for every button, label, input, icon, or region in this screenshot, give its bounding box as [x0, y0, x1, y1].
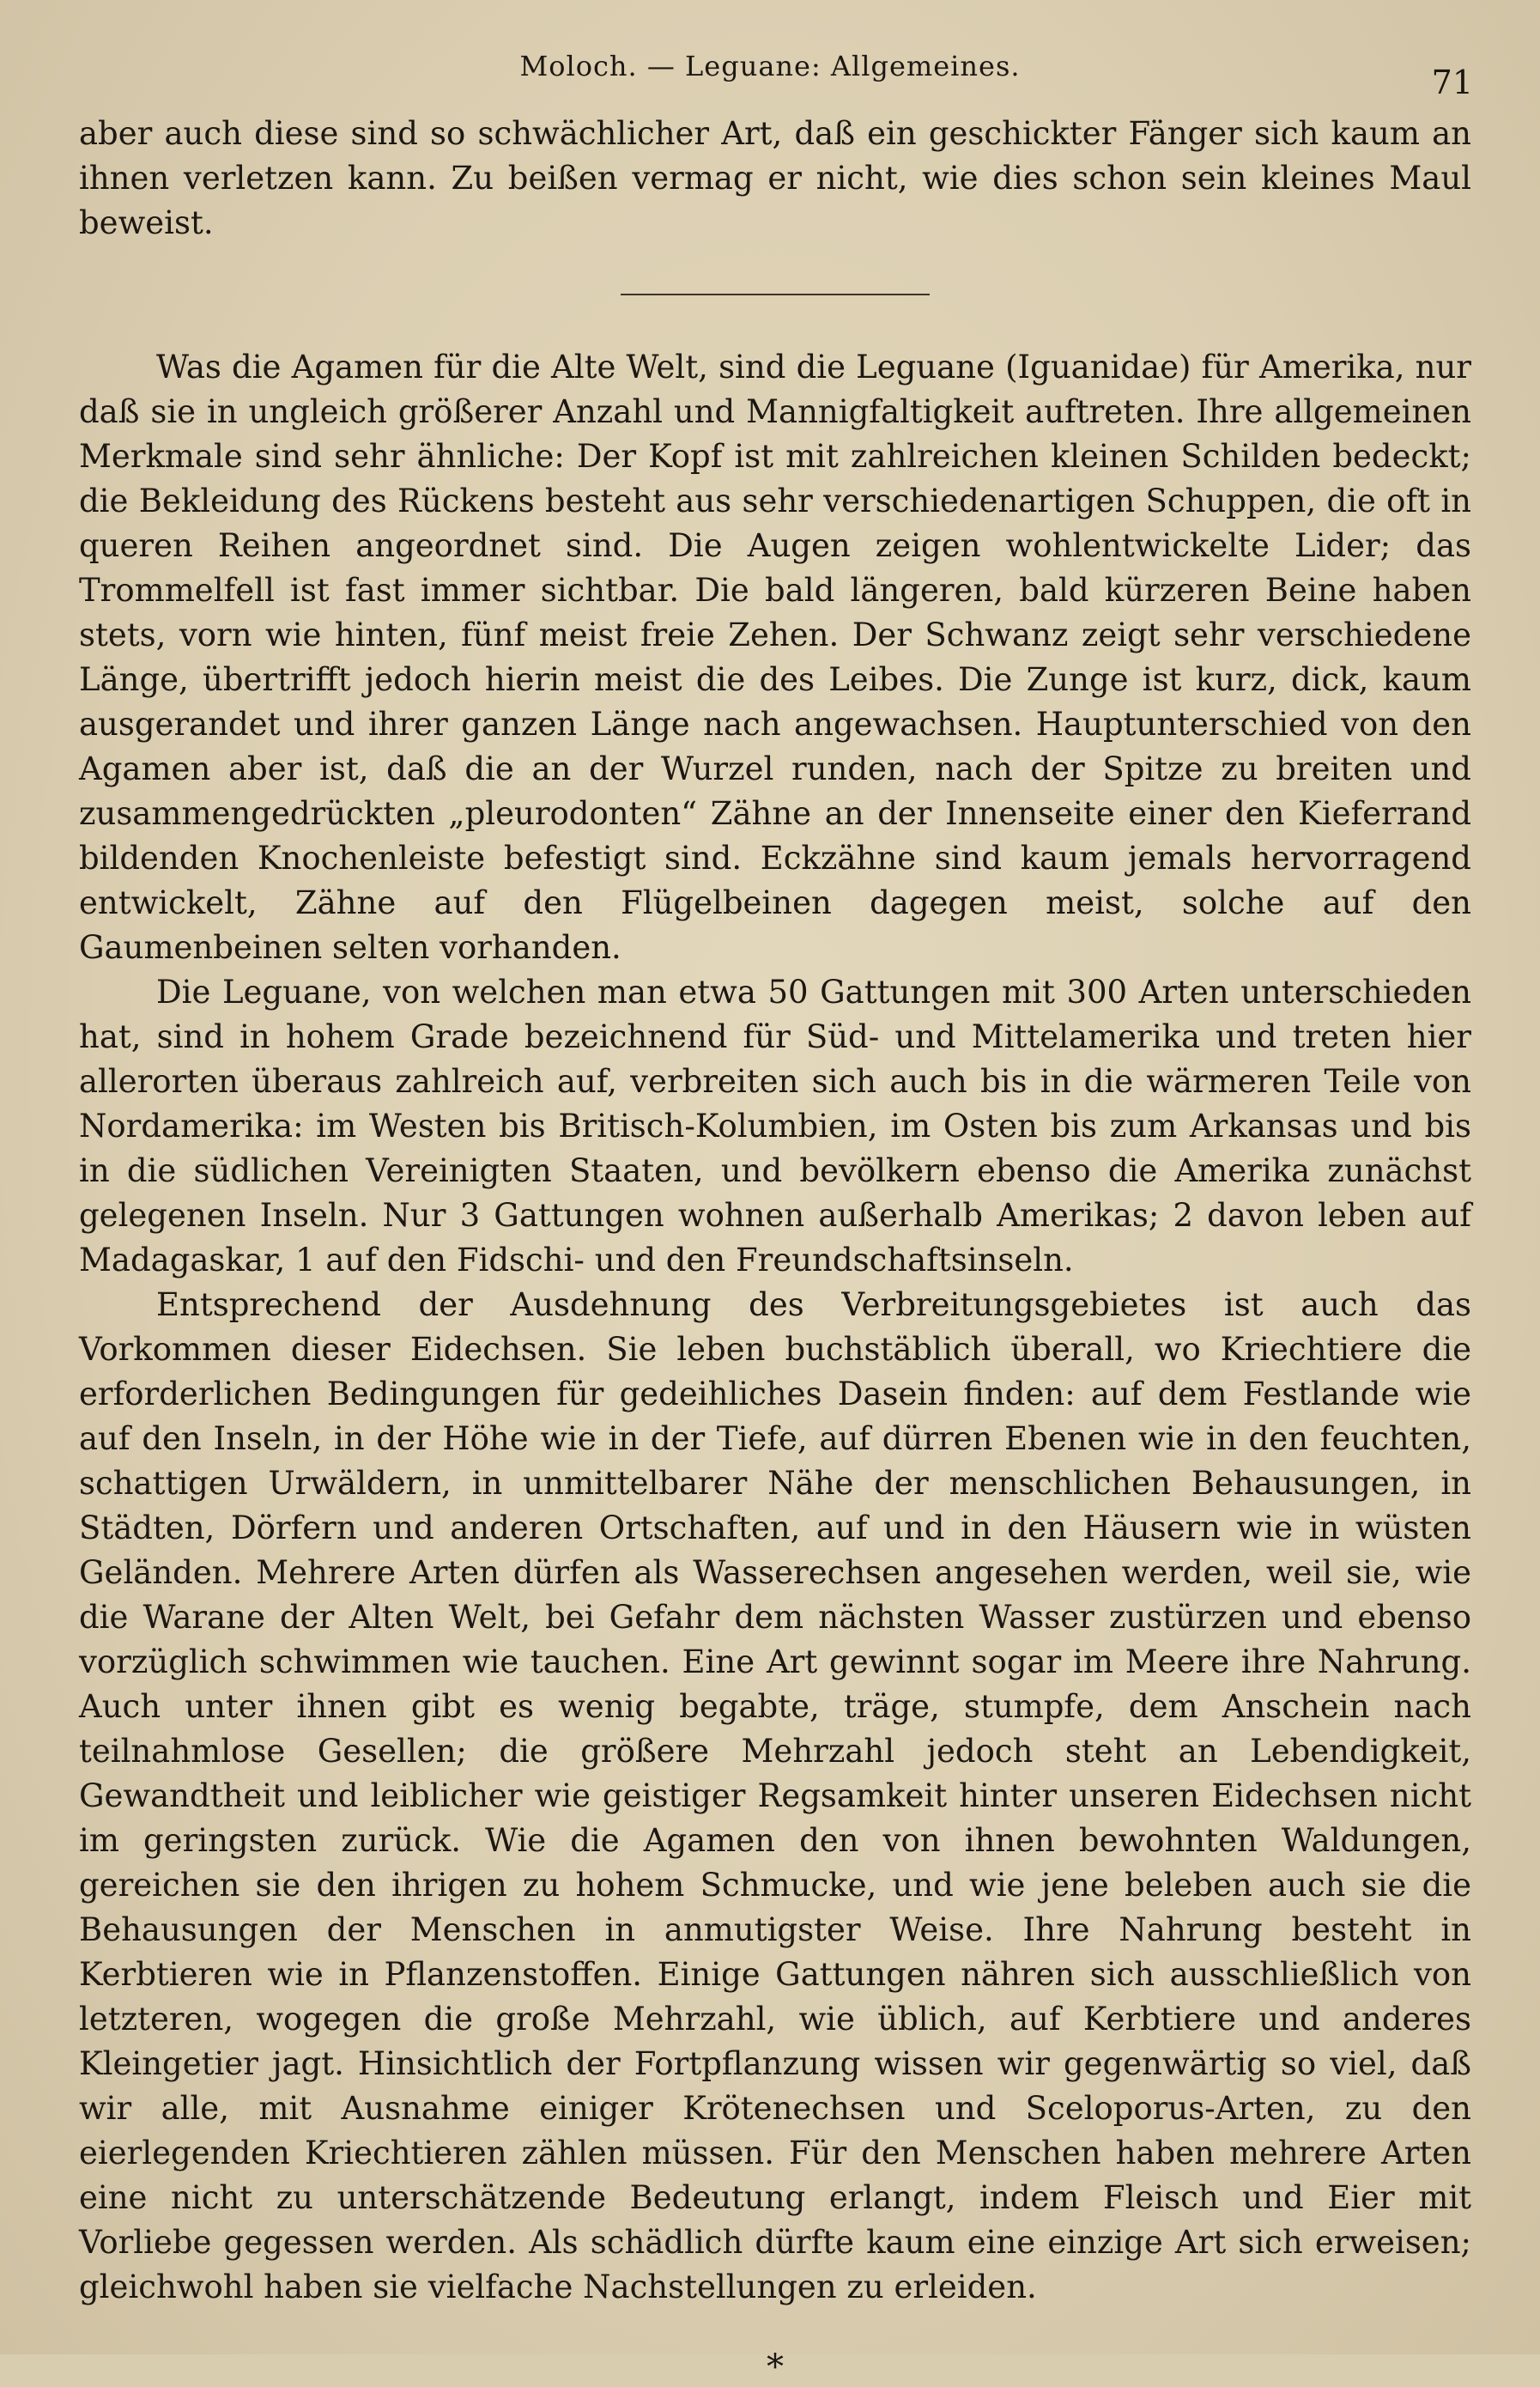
paragraph-leguane-distribution: Die Leguane, von welchen man etwa 50 Gattungen mit 300 Arten unterschieden hat, sind in hohem Grade bezeichnend für Süd- und Mittelamerika und treten hier allerorten überaus zahlreich auf, verbreiten sich auch bis in die wärmeren Teile von Nordamerika: im Westen bis Britisch-Kolumbien, im Osten bis zum Arkansas und bis in die südlichen Vereinigten Staaten, und bevölkern ebenso die Amerika zunächst gelegenen Inseln. Nur 3 Gattungen wohnen außerhalb Amerikas; 2 davon leben auf Madagaskar, 1 auf den Fidschi- und den Freundschaftsinseln.: [79, 974, 1471, 1279]
intro-paragraph: aber auch diese sind so schwächlicher Art, daß ein geschickter Fänger sich kaum an ihnen verletzen kann. Zu beißen vermag er nicht, wie dies schon sein kleines Maul beweist.: [79, 115, 1471, 241]
paragraph-leguane-habitat: Entsprechend der Ausdehnung des Verbreitungsgebietes ist auch das Vorkommen dieser Eidechsen. Sie leben buchstäblich überall, wo Kriechtiere die erforderlichen Bedingungen für gedeihliches Dasein finden: auf dem Festlande wie auf den Inseln, in der Höhe wie in der Tiefe, auf dürren Ebenen wie in den feuchten, schattigen Urwäldern, in unmittelbarer Nähe der menschlichen Behausungen, in Städten, Dörfern und anderen Ortschaften, auf und in den Häusern wie in wüsten Geländen. Mehrere Arten dürfen als Wasserechsen angesehen werden, weil sie, wie die Warane der Alten Welt, bei Gefahr dem nächsten Wasser zustürzen und ebenso vorzüglich schwimmen wie tauchen. Eine Art gewinnt sogar im Meere ihre Nahrung. Auch unter ihnen gibt es wenig begabte, träge, stumpfe, dem Anschein nach teilnahmlose Gesellen; die größere Mehrzahl jedoch steht an Lebendigkeit, Gewandtheit und leiblicher wie geistiger Regsamkeit hinter unseren Eidechsen nicht im geringsten zurück. Wie die Agamen den von ihnen bewohnten Waldungen, gereichen sie den ihrigen zu hohem Schmucke, und wie jene beleben auch sie die Behausungen der Menschen in anmutigster Weise. Ihre Nahrung besteht in Kerbtieren wie in Pflanzenstoffen. Einige Gattungen nähren sich ausschließlich von letzteren, wogegen die große Mehrzahl, wie üblich, auf Kerbtiere und anderes Kleingetier jagt. Hinsichtlich der Fortpflanzung wissen wir gegenwärtig so viel, daß wir alle, mit Ausnahme einiger Krötenechsen und Sceloporus-Arten, zu den eierlegenden Kriechtieren zählen müssen. Für den Menschen haben mehrere Arten eine nicht zu unterschätzende Bedeutung erlangt, indem Fleisch und Eier mit Vorliebe gegessen werden. Als schädlich dürfte kaum eine einzige Art sich erweisen; gleichwohl haben sie vielfache Nachstellungen zu erleiden.: [79, 1286, 1471, 2305]
paragraph-leguane-definition: Was die Agamen für die Alte Welt, sind die Leguane (Iguanidae) für Amerika, nur daß sie in ungleich größerer Anzahl und Mannigfaltigkeit auftreten. Ihre allgemeinen Merkmale sind sehr ähnliche: Der Kopf ist mit zahlreichen kleinen Schilden bedeckt; die Bekleidung des Rückens besteht aus sehr verschiedenartigen Schuppen, die oft in queren Reihen angeordnet sind. Die Augen zeigen wohlentwickelte Lider; das Trommelfell ist fast immer sichtbar. Die bald längeren, bald kürzeren Beine haben stets, vorn wie hinten, fünf meist freie Zehen. Der Schwanz zeigt sehr verschiedene Länge, übertrifft jedoch hierin meist die des Leibes. Die Zunge ist kurz, dick, kaum ausgerandet und ihrer ganzen Länge nach angewachsen. Hauptunterschied von den Agamen aber ist, daß die an der Wurzel runden, nach der Spitze zu breiten und zusammengedrückten „pleurodonten“ Zähne an der Innenseite einer den Kieferrand bildenden Knochenleiste befestigt sind. Eckzähne sind kaum jemals hervorragend entwickelt, Zähne auf den Flügelbeinen dagegen meist, solche auf den Gaumenbeinen selten vorhanden.: [79, 349, 1471, 966]
section-end-mark: *: [767, 2348, 784, 2387]
running-header: [0, 45, 1540, 101]
section-divider: [621, 294, 930, 295]
header-title: Moloch. — Leguane: Allgemeines.: [519, 50, 1021, 82]
page-number: 71: [1431, 64, 1473, 101]
body-text: [79, 112, 1471, 2387]
